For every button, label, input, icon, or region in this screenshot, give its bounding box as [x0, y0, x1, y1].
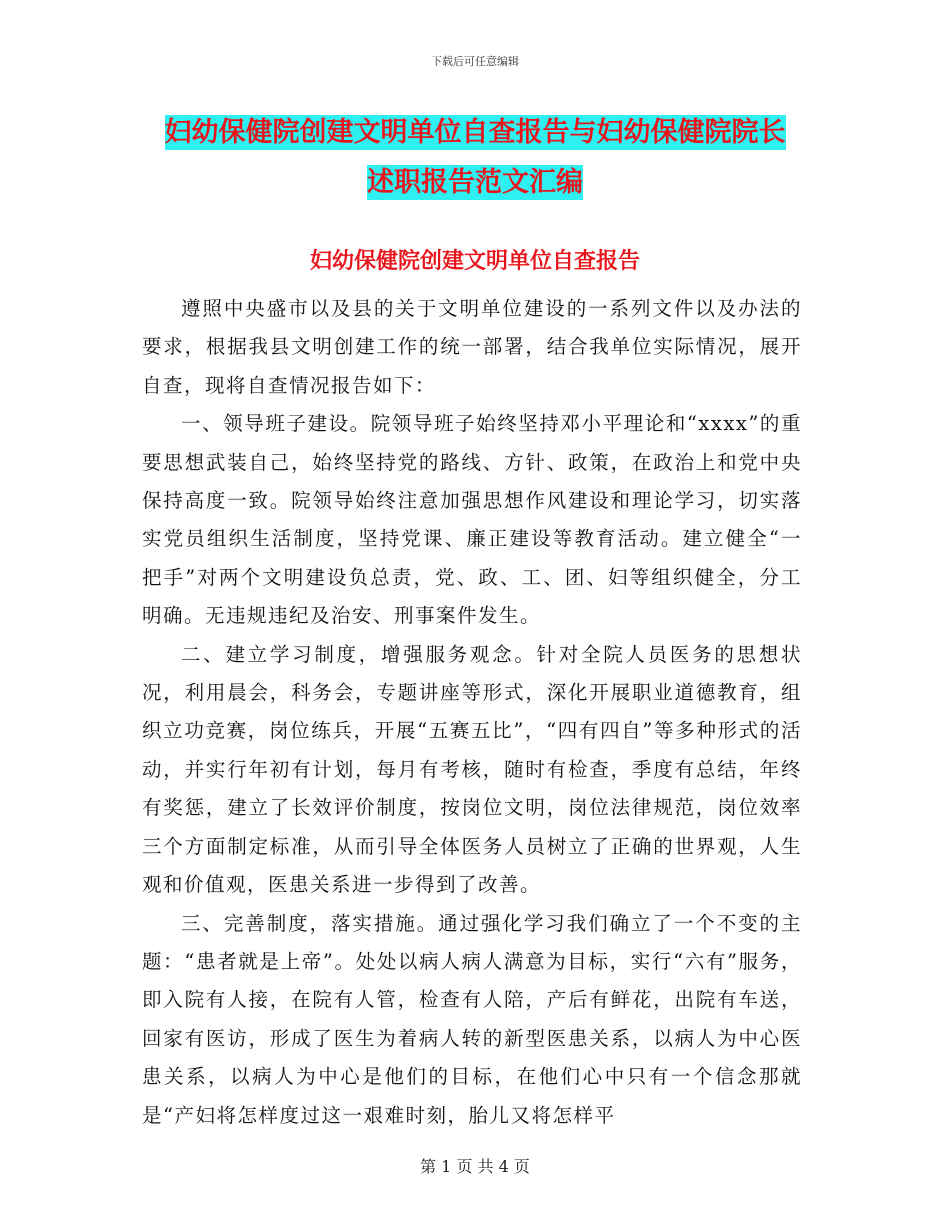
document-title-line-1: 妇幼保健院创建文明单位自查报告与妇幼保健院院长 — [164, 117, 786, 148]
document-body — [142, 290, 802, 1135]
document-title-line-2: 述职报告范文汇编 — [367, 167, 583, 198]
page-number-footer: 第 1 页 共 4 页 — [420, 1157, 530, 1176]
header-note: 下载后可任意编辑 — [431, 55, 519, 68]
body-paragraph: 二、建立学习制度，增强服务观念。针对全院人员医务的思想状况，利用晨会，科务会，专题讲座等形式，深化开展职业道德教育，组织立功竞赛，岗位练兵，开展“五赛五比”，“四有四自”等多种形式的活动，并实行年初有计划，每月有考核，随时有检查，季度有总结，年终有奖惩，建立了长效评价制度，按岗位文明，岗位法律规范，岗位效率三个方面制定标准，从而引导全体医务人员树立了正确的世界观，人生观和价值观，医患关系进一步得到了改善。 — [142, 642, 802, 897]
body-paragraph: 遵照中央盛市以及县的关于文明单位建设的一系列文件以及办法的要求，根据我县文明创建工作的统一部署，结合我单位实际情况，展开自查，现将自查情况报告如下： — [142, 297, 802, 397]
body-paragraph: 一、领导班子建设。院领导班子始终坚持邓小平理论和“xxxx”的重要思想武装自己，始终坚持党的路线、方针、政策，在政治上和党中央保持高度一致。院领导始终注意加强思想作风建设和理论学习，切实落实党员组织生活制度，坚持党课、廉正建设等教育活动。建立健全“一把手”对两个文明建设负总责，党、政、工、团、妇等组织健全，分工明确。无违规违纪及治安、刑事案件发生。 — [142, 412, 802, 628]
body-paragraph: 三、完善制度，落实措施。通过强化学习我们确立了一个不变的主题：“患者就是上帝”。处处以病人病人满意为目标，实行“六有”服务，即入院有人接，在院有人管，检查有人陪，产后有鲜花，出院有车送，回家有医访，形成了医生为着病人转的新型医患关系，以病人为中心医患关系，以病人为中心是他们的目标，在他们心中只有一个信念那就是“产妇将怎样度过这一艰难时刻，胎儿又将怎样平 — [142, 911, 802, 1127]
section-title: 妇幼保健院创建文明单位自查报告 — [309, 249, 640, 274]
document-title — [0, 108, 950, 208]
